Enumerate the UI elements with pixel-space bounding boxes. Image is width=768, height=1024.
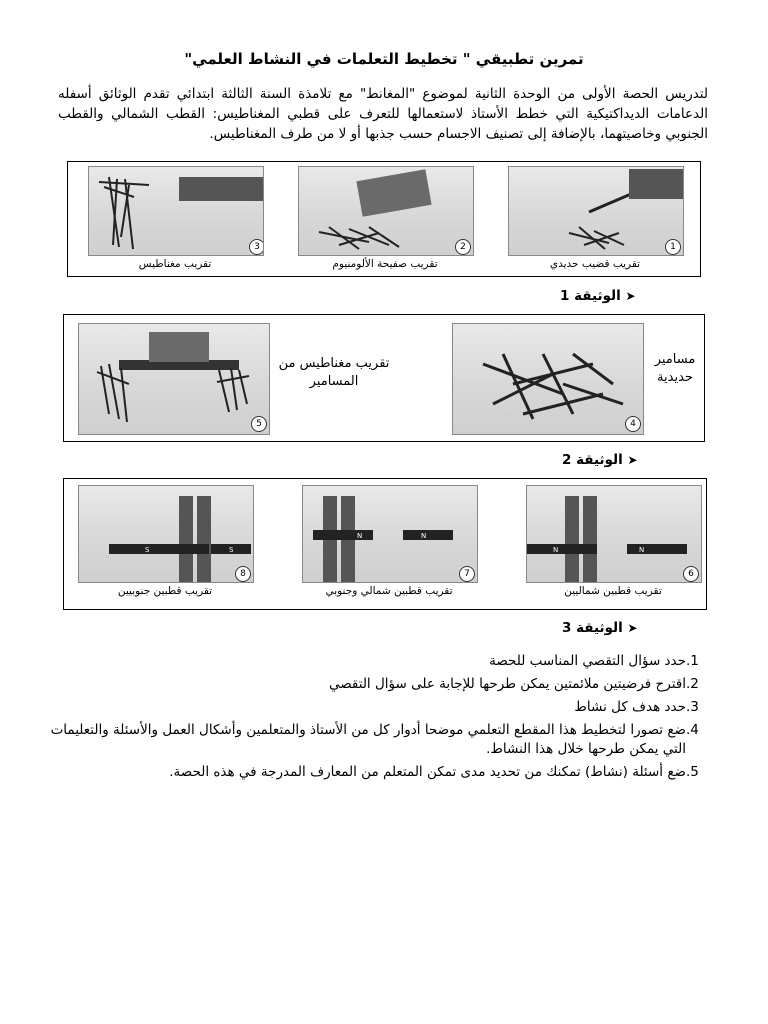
svg-text:N: N bbox=[357, 532, 363, 540]
photo-number: 7 bbox=[459, 566, 475, 582]
photo-number: 1 bbox=[665, 239, 681, 255]
document-3-label: ➤ الوثيقة 3 bbox=[562, 620, 638, 636]
question-number: 4. bbox=[686, 722, 699, 738]
photo-8-caption: تقريب قطبين جنوبيين bbox=[117, 585, 213, 597]
photo-2-caption: تقريب صفيحة الألومنيوم bbox=[332, 258, 438, 270]
pointer-arrow-icon: ➤ bbox=[627, 453, 638, 467]
photo-1-caption: تقريب قضيب حديدي bbox=[549, 258, 641, 270]
photo-5-side-caption: تقريب مغناطيس من المسامير bbox=[278, 356, 390, 389]
document-2-label: ➤ الوثيقة 2 bbox=[562, 452, 638, 468]
question-text: ضع تصورا لتخطيط هذا المقطع التعلمي موضحا أدوار كل من الأستاذ والمتعلمين وأشكال العمل والأسئلة والتعليمات التي يمكن طرحها خلال هذا النشاط. bbox=[50, 722, 686, 757]
photo-number: 5 bbox=[251, 416, 267, 432]
svg-text:S: S bbox=[229, 546, 234, 554]
svg-text:S: S bbox=[145, 546, 150, 554]
question-number: 2. bbox=[686, 676, 699, 692]
question-text: حدد هدف كل نشاط bbox=[574, 699, 686, 715]
page-title: تمرين تطبيقي " تخطيط التعلمات في النشاط العلمي" bbox=[184, 50, 584, 68]
document-3-frame bbox=[63, 478, 707, 610]
photo-number: 3 bbox=[249, 239, 264, 255]
photo-7 bbox=[302, 485, 478, 583]
svg-text:N: N bbox=[553, 546, 559, 554]
question-item bbox=[50, 698, 710, 717]
question-item bbox=[50, 675, 710, 694]
photo-number: 6 bbox=[683, 566, 699, 582]
photo-2 bbox=[298, 166, 474, 256]
svg-text:N: N bbox=[421, 532, 427, 540]
photo-4 bbox=[452, 323, 644, 435]
photo-number: 8 bbox=[235, 566, 251, 582]
photo-6-caption: تقريب قطبين شماليين bbox=[564, 585, 662, 597]
question-item bbox=[50, 721, 710, 759]
photo-number: 2 bbox=[455, 239, 471, 255]
photo-3 bbox=[88, 166, 264, 256]
document-1-frame bbox=[67, 161, 701, 277]
photo-8 bbox=[78, 485, 254, 583]
document-1-label: ➤ الوثيقة 1 bbox=[560, 288, 636, 304]
photo-number: 4 bbox=[625, 416, 641, 432]
question-item bbox=[50, 652, 710, 671]
svg-text:N: N bbox=[639, 546, 645, 554]
question-number: 1. bbox=[686, 653, 699, 669]
question-number: 3. bbox=[686, 699, 699, 715]
questions-list bbox=[50, 652, 710, 786]
question-text: حدد سؤال التقصي المناسب للحصة bbox=[489, 653, 686, 669]
pointer-arrow-icon: ➤ bbox=[625, 289, 636, 303]
question-text: اقترح فرضيتين ملائمتين يمكن طرحها للإجابة على سؤال التقصي bbox=[328, 676, 686, 692]
photo-6 bbox=[526, 485, 702, 583]
photo-3-caption: تقريب مغناطيس bbox=[138, 258, 212, 270]
question-text: ضع أسئلة (نشاط) تمكنك من تحديد مدى تمكن المتعلم من المعارف المدرجة في هذه الحصة. bbox=[169, 764, 686, 780]
document-2-frame bbox=[63, 314, 705, 442]
photo-5 bbox=[78, 323, 270, 435]
intro-paragraph: لتدريس الحصة الأولى من الوحدة الثانية لموضوع "المغانط" مع تلامذة السنة الثالثة ابتدائي تقدم الوثائق أسفله الدعامات الديداكتيكية التي خطط الأستاذ لاستعمالها للتعرف على قطبي المغناطيس: القطب الشمالي والقطب الجنوبي وخاصيتهما، بالإضافة إلى تصنيف الاجسام حسب جذبها أو لا من طرف المغناطيس. bbox=[58, 86, 708, 142]
question-item bbox=[50, 763, 710, 782]
pointer-arrow-icon: ➤ bbox=[627, 621, 638, 635]
question-number: 5. bbox=[686, 764, 699, 780]
photo-1 bbox=[508, 166, 684, 256]
photo-7-caption: تقريب قطبين شمالي وجنوبي bbox=[325, 585, 453, 597]
photo-4-side-caption: مسامير حديدية bbox=[654, 352, 696, 385]
